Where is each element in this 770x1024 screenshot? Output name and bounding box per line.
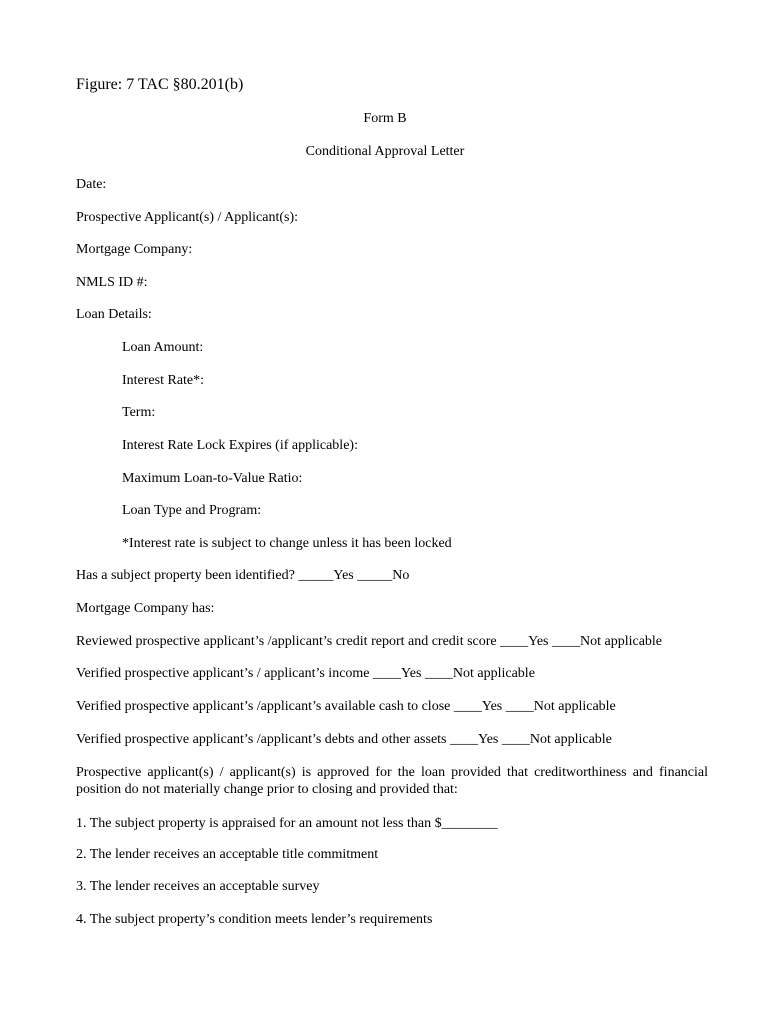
condition-appraisal: 1. The subject property is appraised for an amount not less than $________: [76, 816, 498, 831]
nmls-id-field-label: NMLS ID #:: [76, 275, 148, 290]
verification-debts: Verified prospective applicant’s /applicant’s debts and other assets ____Yes ____Not applicable: [76, 732, 612, 747]
loan-details-heading: Loan Details:: [76, 307, 152, 322]
interest-rate-label: Interest Rate*:: [122, 373, 205, 388]
applicants-field-label: Prospective Applicant(s) / Applicant(s):: [76, 210, 299, 225]
property-identified-question: Has a subject property been identified? _____Yes _____No: [76, 568, 410, 583]
condition-survey: 3. The lender receives an acceptable survey: [76, 879, 320, 894]
mortgage-company-field-label: Mortgage Company:: [76, 242, 193, 257]
rate-lock-label: Interest Rate Lock Expires (if applicable):: [122, 438, 358, 453]
form-name: Form B: [363, 111, 407, 126]
condition-title: 2. The lender receives an acceptable title commitment: [76, 847, 379, 862]
interest-rate-note: *Interest rate is subject to change unless it has been locked: [122, 536, 452, 551]
max-ltv-label: Maximum Loan-to-Value Ratio:: [122, 471, 303, 486]
loan-type-label: Loan Type and Program:: [122, 503, 262, 518]
verification-cash: Verified prospective applicant’s /applicant’s available cash to close ____Yes ____Not applicable: [76, 699, 616, 714]
date-field-label: Date:: [76, 177, 107, 192]
verification-credit: Reviewed prospective applicant’s /applicant’s credit report and credit score ____Yes ____Not applicable: [76, 634, 663, 649]
condition-property: 4. The subject property’s condition meets lender’s requirements: [76, 912, 433, 927]
term-label: Term:: [122, 405, 156, 420]
figure-title: Figure: 7 TAC §80.201(b): [76, 76, 244, 93]
company-has-heading: Mortgage Company has:: [76, 601, 215, 616]
letter-title: Conditional Approval Letter: [305, 144, 465, 159]
loan-amount-label: Loan Amount:: [122, 340, 204, 355]
approval-paragraph: Prospective applicant(s) / applicant(s) is approved for the loan provided that creditworthiness and financial position do not materially change prior to closing and provided that:: [76, 765, 708, 797]
verification-income: Verified prospective applicant’s / applicant’s income ____Yes ____Not applicable: [76, 666, 535, 681]
